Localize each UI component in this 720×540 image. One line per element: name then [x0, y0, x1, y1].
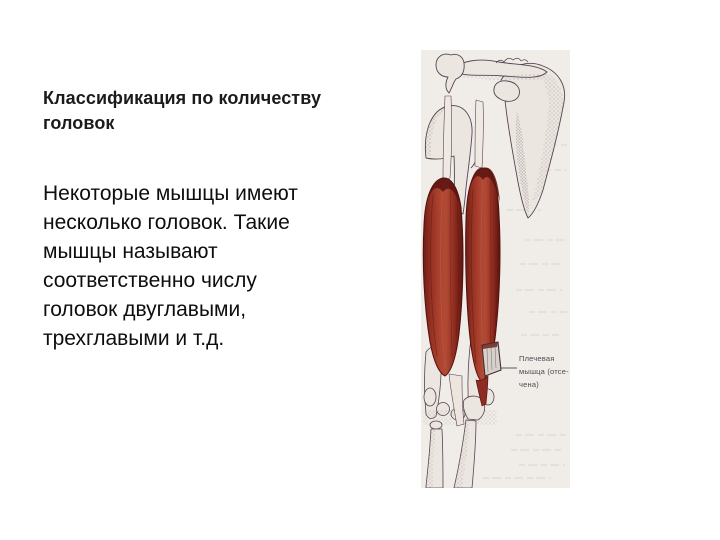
anatomy-figure-container	[421, 50, 570, 488]
short-head-tendon	[475, 100, 483, 168]
slide-title	[43, 86, 353, 136]
figure-label-line: Плечевая	[519, 354, 555, 363]
body-line: несколько головок. Такие	[43, 211, 290, 234]
biceps-anatomy-illustration	[421, 50, 570, 488]
title-line-1: Классификация по количеству	[43, 88, 322, 108]
body-line: трехглавыми и т.д.	[43, 327, 225, 350]
body-line: мышцы называют	[43, 240, 218, 263]
figure-label-line: чена)	[519, 380, 539, 389]
body-line: соответственно числу	[43, 269, 257, 292]
lateral-epicondyle	[424, 388, 436, 406]
figure-label-line: мышца (отсе-	[519, 367, 569, 376]
body-line: головок двуглавыми,	[43, 298, 247, 321]
body-line: Некоторые мышцы имеют	[43, 182, 298, 205]
brachialis-stump	[482, 342, 501, 376]
long-head-tendon	[443, 96, 452, 180]
title-line-2: головок	[43, 113, 115, 133]
radius-head	[430, 421, 442, 429]
body-paragraph	[43, 179, 388, 353]
